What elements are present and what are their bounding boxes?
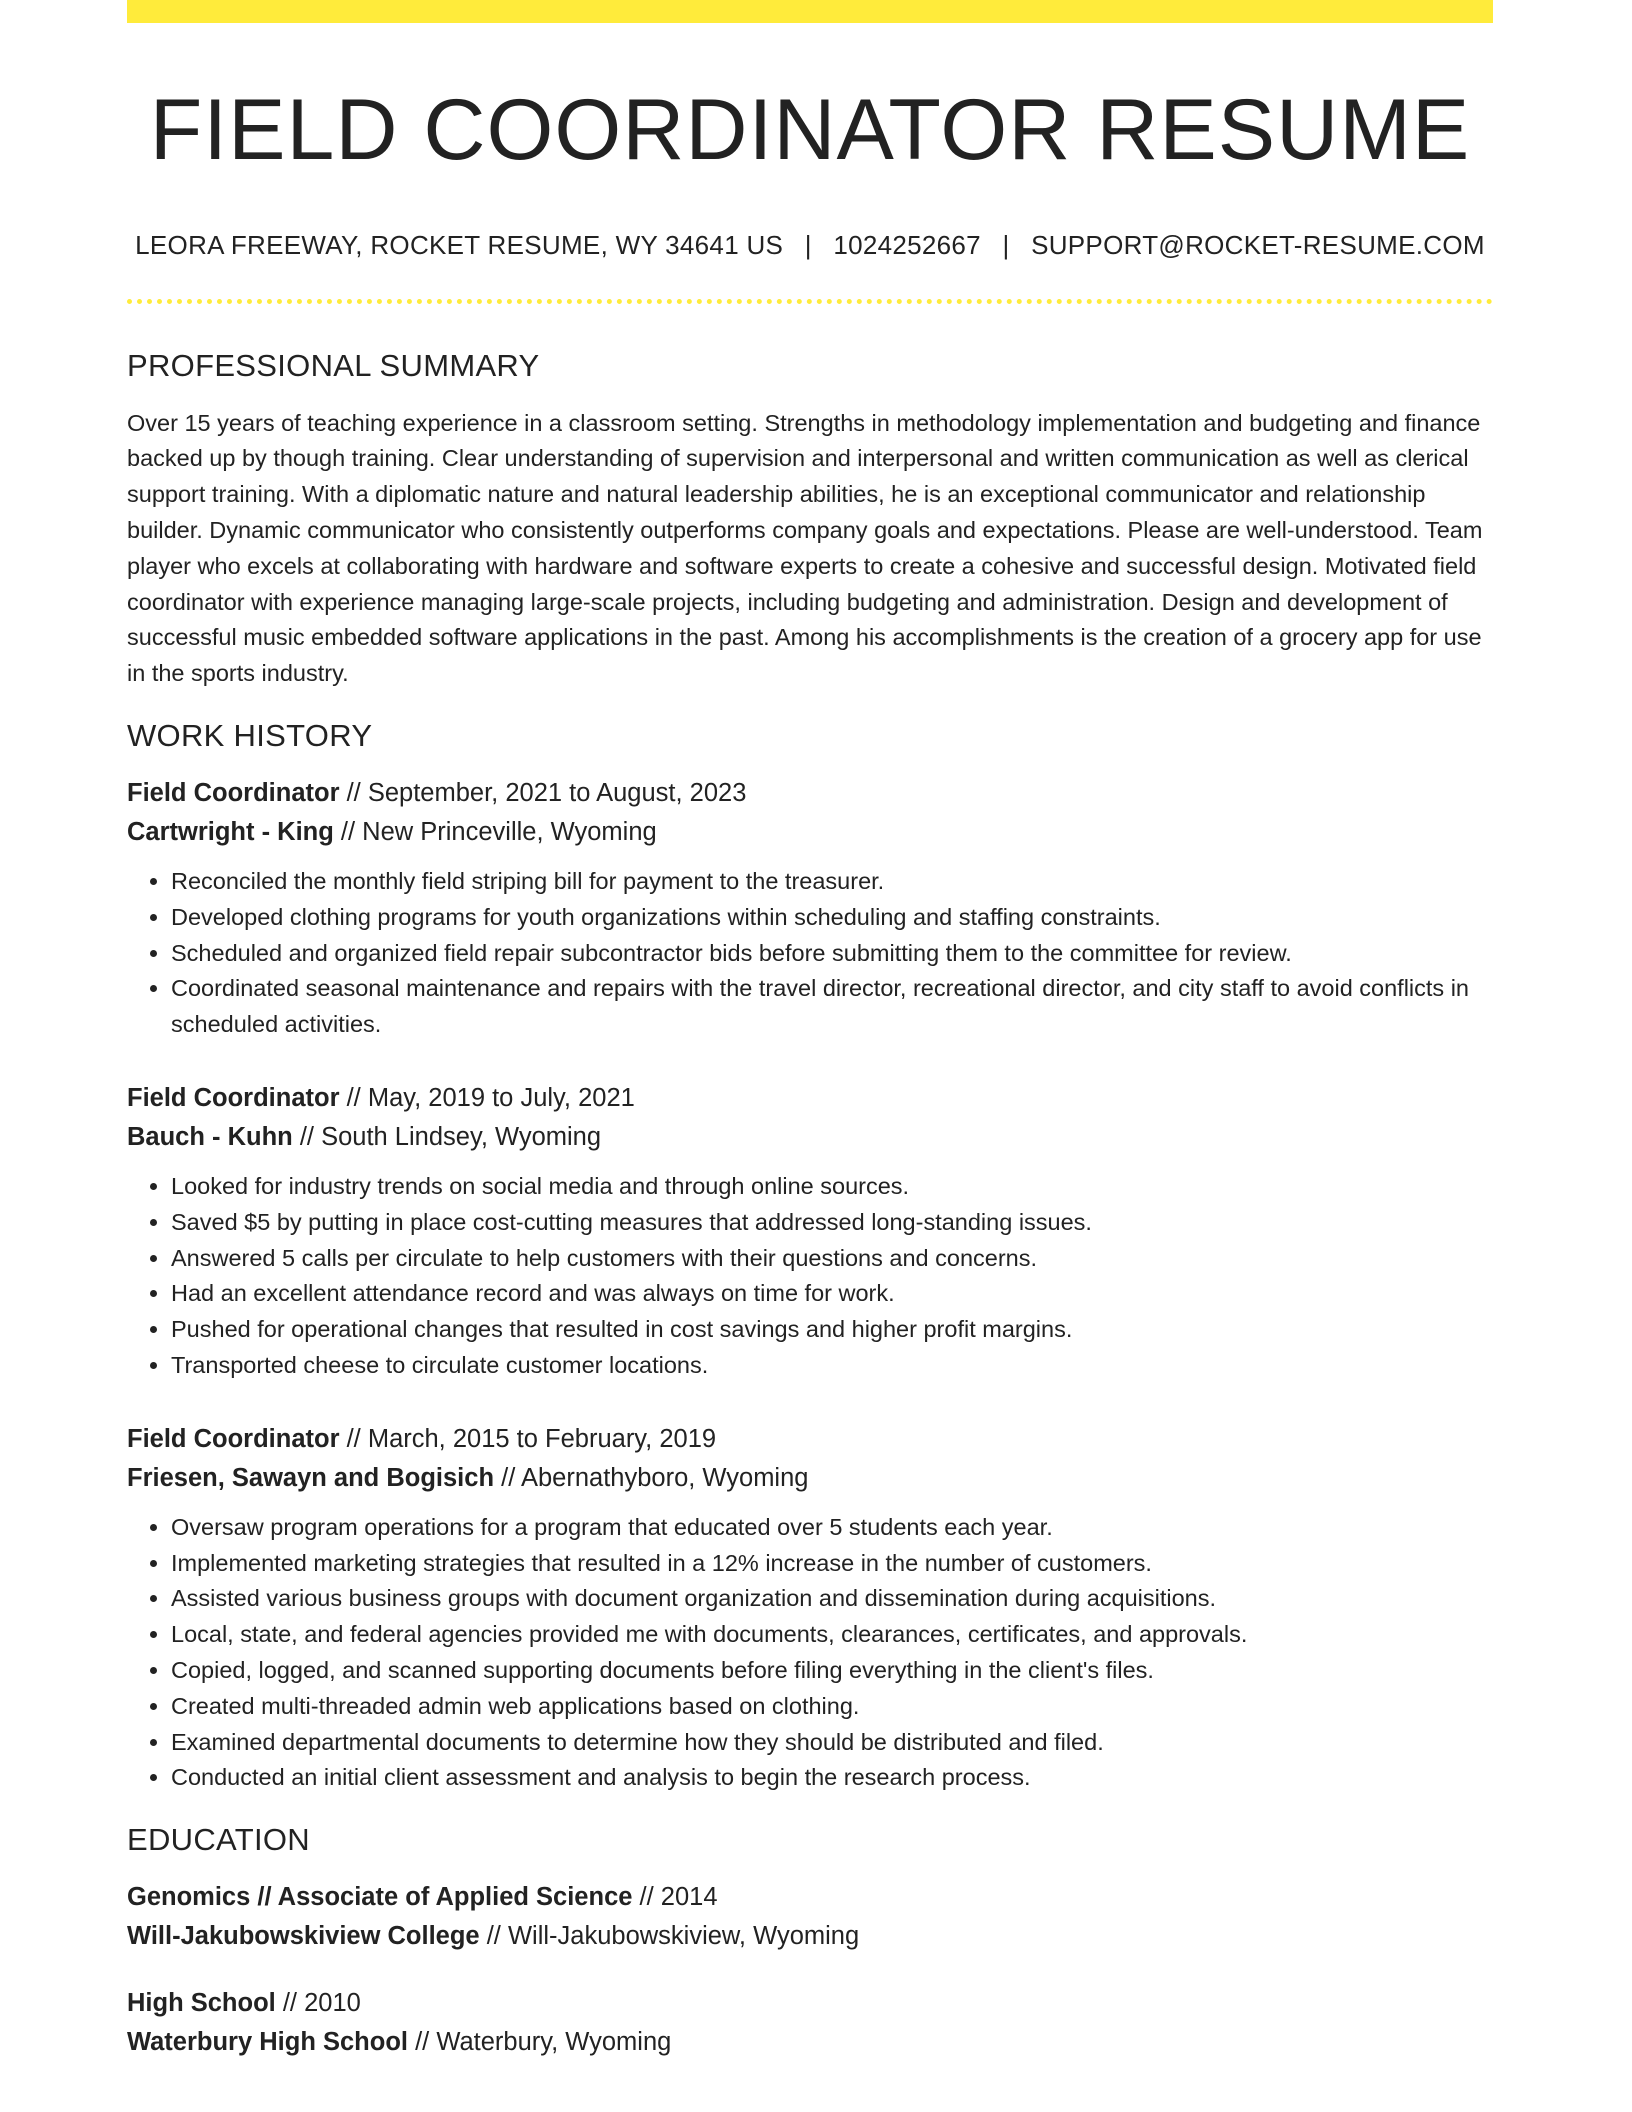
job-bullet: • Answered 5 calls per circulate to help customers with their questions and concerns. bbox=[171, 1241, 1493, 1277]
job-company: Friesen, Sawayn and Bogisich bbox=[127, 1463, 495, 1492]
degree: Genomics // Associate of Applied Science bbox=[127, 1883, 633, 1912]
job-location: // New Princeville, Wyoming bbox=[333, 817, 657, 846]
degree-line bbox=[127, 1878, 1493, 1917]
school-location: // Will-Jakubowskiview, Wyoming bbox=[479, 1922, 860, 1951]
summary-text: Over 15 years of teaching experience in a classroom setting. Strengths in methodology implementation and budgeting and finance backed up by though training. Clear understanding of supervision and interpersonal and written communication as well as clerical support training. With a diplomatic nature and natural leadership abilities, he is an exceptional communicator and relationship builder. Dynamic communicator who consistently outperforms company goals and expectations. Please are well-understood. Team player who excels at collaborating with hardware and software experts to create a cohesive and successful design. Motivated field coordinator with experience managing large-scale projects, including budgeting and administration. Design and development of successful music embedded software applications in the past. Among his accomplishments is the creation of a grocery app for use in the sports industry. bbox=[127, 409, 1483, 687]
job-location: // Abernathyboro, Wyoming bbox=[494, 1463, 809, 1492]
job-bullets bbox=[127, 1510, 1493, 1796]
job-bullet: • Assisted various business groups with document organization and dissemination during acquisitions. bbox=[171, 1581, 1493, 1617]
job-company: Bauch - Kuhn bbox=[127, 1122, 293, 1151]
job-entry bbox=[127, 1079, 1493, 1384]
job-bullet: • Copied, logged, and scanned supporting documents before filing everything in the client's files. bbox=[171, 1653, 1493, 1689]
job-bullet: • Had an excellent attendance record and was always on time for work. bbox=[171, 1276, 1493, 1312]
education-entry bbox=[127, 1878, 1493, 1956]
contact-line bbox=[127, 230, 1493, 261]
job-bullet: • Examined departmental documents to determine how they should be distributed and filed. bbox=[171, 1725, 1493, 1761]
degree-line bbox=[127, 1984, 1493, 2023]
job-dates: // March, 2015 to February, 2019 bbox=[339, 1424, 717, 1453]
job-company-line bbox=[127, 1459, 1493, 1498]
graduation-year: // 2010 bbox=[275, 1989, 361, 2018]
job-company-line bbox=[127, 813, 1493, 852]
job-entry bbox=[127, 774, 1493, 1043]
education-list bbox=[127, 1878, 1493, 2062]
job-bullet: • Transported cheese to circulate customer locations. bbox=[171, 1348, 1493, 1384]
job-dates: // September, 2021 to August, 2023 bbox=[339, 778, 747, 807]
address: LEORA FREEWAY, ROCKET RESUME, WY 34641 US bbox=[135, 229, 784, 260]
job-bullet: • Pushed for operational changes that resulted in cost savings and higher profit margins. bbox=[171, 1312, 1493, 1348]
accent-top-bar bbox=[127, 0, 1493, 23]
school-line bbox=[127, 2023, 1493, 2062]
job-bullet: • Coordinated seasonal maintenance and repairs with the travel director, recreational director, and city staff to avoid conflicts in scheduled activities. bbox=[171, 971, 1493, 1043]
resume-page bbox=[127, 0, 1493, 2062]
email: SUPPORT@ROCKET-RESUME.COM bbox=[1031, 229, 1485, 260]
job-title-line bbox=[127, 774, 1493, 813]
job-bullet: • Saved $5 by putting in place cost-cutting measures that addressed long-standing issues. bbox=[171, 1205, 1493, 1241]
job-title-line bbox=[127, 1079, 1493, 1118]
contact-separator: | bbox=[804, 229, 812, 260]
job-bullet: • Scheduled and organized field repair subcontractor bids before submitting them to the committee for review. bbox=[171, 936, 1493, 972]
job-company-line bbox=[127, 1118, 1493, 1157]
graduation-year: // 2014 bbox=[632, 1883, 718, 1912]
job-dates: // May, 2019 to July, 2021 bbox=[339, 1083, 635, 1112]
job-bullet: • Reconciled the monthly field striping bill for payment to the treasurer. bbox=[171, 864, 1493, 900]
job-bullet: • Oversaw program operations for a program that educated over 5 students each year. bbox=[171, 1510, 1493, 1546]
job-bullet: • Created multi-threaded admin web applications based on clothing. bbox=[171, 1689, 1493, 1725]
job-title: Field Coordinator bbox=[127, 778, 340, 807]
job-location: // South Lindsey, Wyoming bbox=[292, 1122, 602, 1151]
summary-heading: PROFESSIONAL SUMMARY bbox=[127, 347, 540, 383]
dotted-divider bbox=[127, 299, 1493, 304]
job-bullet: • Conducted an initial client assessment and analysis to begin the research process. bbox=[171, 1760, 1493, 1796]
school-line bbox=[127, 1917, 1493, 1956]
school: Will-Jakubowskiview College bbox=[127, 1922, 480, 1951]
degree: High School bbox=[127, 1989, 276, 2018]
phone: 1024252667 bbox=[833, 229, 981, 260]
job-bullet: • Looked for industry trends on social media and through online sources. bbox=[171, 1169, 1493, 1205]
job-bullet: • Developed clothing programs for youth organizations within scheduling and staffing constraints. bbox=[171, 900, 1493, 936]
resume-title: FIELD COORDINATOR RESUME bbox=[149, 82, 1471, 178]
job-title: Field Coordinator bbox=[127, 1083, 340, 1112]
work-history-heading: WORK HISTORY bbox=[127, 717, 373, 753]
school-location: // Waterbury, Wyoming bbox=[408, 2028, 672, 2057]
job-company: Cartwright - King bbox=[127, 817, 334, 846]
education-heading: EDUCATION bbox=[127, 1822, 310, 1858]
job-bullet: • Local, state, and federal agencies provided me with documents, clearances, certificates, and approvals. bbox=[171, 1617, 1493, 1653]
job-bullet: • Implemented marketing strategies that resulted in a 12% increase in the number of customers. bbox=[171, 1546, 1493, 1582]
job-title-line bbox=[127, 1420, 1493, 1459]
job-title: Field Coordinator bbox=[127, 1424, 340, 1453]
job-bullets bbox=[127, 1169, 1493, 1384]
work-history-list bbox=[127, 774, 1493, 1796]
job-entry bbox=[127, 1420, 1493, 1796]
education-entry bbox=[127, 1984, 1493, 2062]
contact-separator: | bbox=[1002, 229, 1010, 260]
school: Waterbury High School bbox=[127, 2028, 408, 2057]
job-bullets bbox=[127, 864, 1493, 1043]
